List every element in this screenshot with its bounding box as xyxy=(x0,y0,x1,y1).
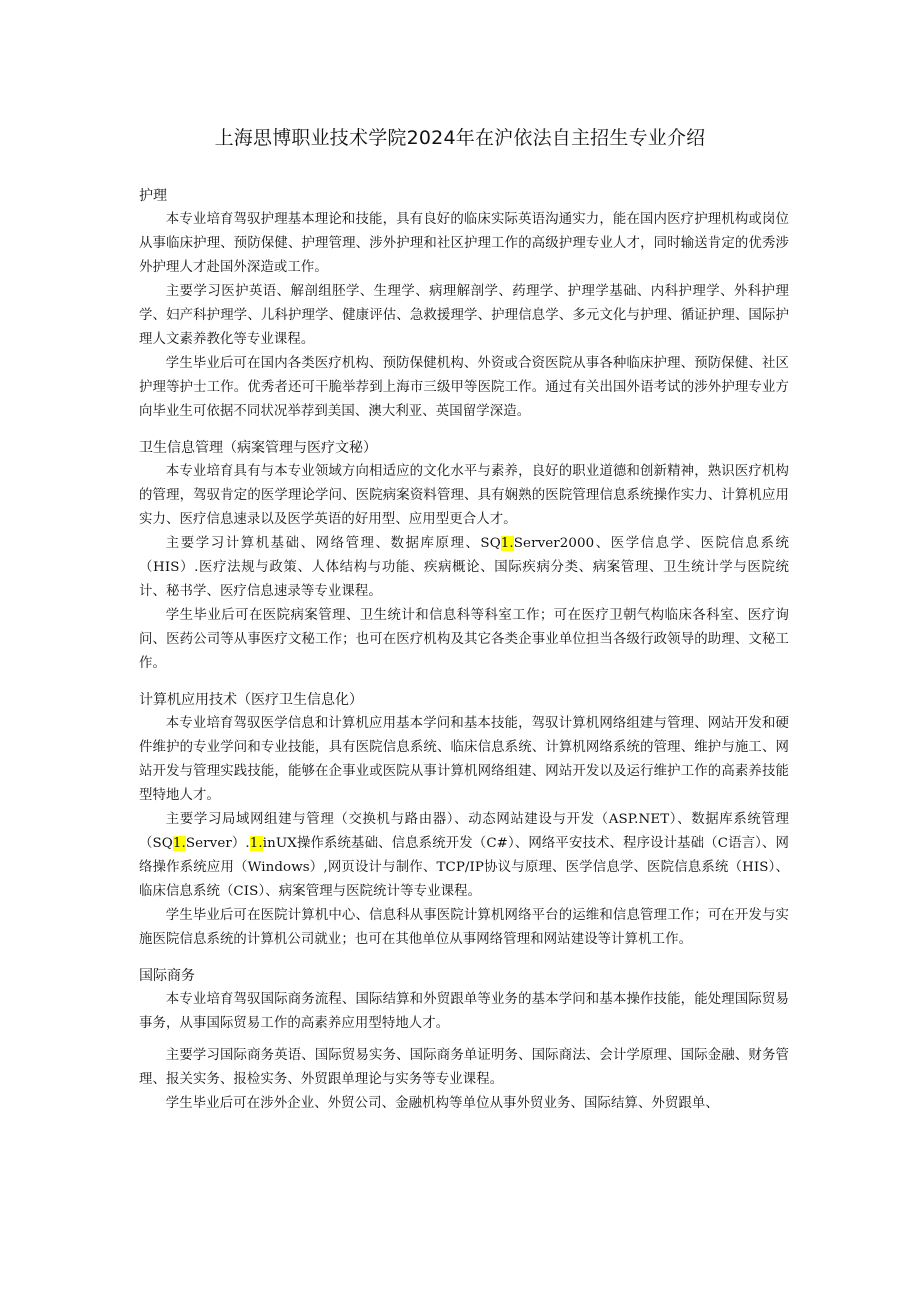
paragraph: 学生毕业后可在国内各类医疗机构、预防保健机构、外资或合资医院从事各种临床护理、预防保健、社区护理等护士工作。优秀者还可干脆举荐到上海市三级甲等医院工作。通过有关出国外语考试的涉外护理专业方向毕业生可依据不同状况举荐到美国、澳大利亚、英国留学深造。 xyxy=(139,356,789,419)
document-title: 上海思博职业技术学院2024年在沪依法自主招生专业介绍 xyxy=(214,127,706,149)
document-body xyxy=(139,184,789,1128)
section-heading: 护理 xyxy=(139,188,167,204)
section-computer-application-technology xyxy=(139,688,789,952)
section-nursing xyxy=(139,184,789,424)
paragraph-with-highlight xyxy=(139,808,789,904)
paragraph-text: inUX操作系统基础、信息系统开发（C#）、网络平安技术、程序设计基础（C语言）、网络操作系统应用（Windows）,网页设计与制作、TCP/IP协议与原理、医学信息学、医院信息系统（HIS）、临床信息系统（CIS）、病案管理与医院统计等专业课程。 xyxy=(139,836,790,899)
paragraph: 主要学习国际商务英语、国际贸易实务、国际商务单证明务、国际商法、会计学原理、国际金融、财务管理、报关实务、报检实务、外贸跟单理论与实务等专业课程。 xyxy=(139,1048,789,1087)
paragraph-text: 主要学习计算机基础、网络管理、数据库原理、SQ xyxy=(165,536,501,551)
paragraph: 学生毕业后可在医院病案管理、卫生统计和信息科等科室工作；可在医疗卫朝气构临床各科室、医疗询问、医药公司等从事医疗文秘工作；也可在医疗机构及其它各类企事业单位担当各级行政领导的助理、文秘工作。 xyxy=(139,608,789,671)
paragraph-with-highlight xyxy=(139,532,789,604)
highlighted-text: 1. xyxy=(249,836,263,851)
paragraph: 本专业培育具有与本专业领域方向相适应的文化水平与素养，良好的职业道德和创新精神，熟识医疗机构的管理，驾驭肯定的医学理论学问、医院病案资料管理、具有娴熟的医院管理信息系统操作实力、计算机应用实力、医疗信息速录以及医学英语的好用型、应用型更合人才。 xyxy=(139,464,789,527)
section-heading: 国际商务 xyxy=(139,968,195,984)
paragraph: 学生毕业后可在医院计算机中心、信息科从事医院计算机网络平台的运维和信息管理工作；可在开发与实施医院信息系统的计算机公司就业；也可在其他单位从事网络管理和网站建设等计算机工作。 xyxy=(139,908,789,947)
paragraph-text: 主要学习局域网组建与管理（交换机与路由器）、动态网站建设与开发（ASP.NET）、数据库系统管理（SQ xyxy=(139,812,789,851)
paragraph: 本专业培育驾驭护理基本理论和技能，具有良好的临床实际英语沟通实力，能在国内医疗护理机构或岗位从事临床护理、预防保健、护理管理、涉外护理和社区护理工作的高级护理专业人才，同时输送肯定的优秀涉外护理人才赴国外深造或工作。 xyxy=(139,212,789,275)
paragraph: 本专业培育驾驭国际商务流程、国际结算和外贸跟单等业务的基本学问和基本操作技能，能处理国际贸易事务，从事国际贸易工作的高素养应用型特地人才。 xyxy=(139,992,789,1031)
paragraph-text: Server2000、医学信息学、医院信息系统（HIS）.医疗法规与政策、人体结构与功能、疾病概论、国际疾病分类、病案管理、卫生统计学与医院统计、秘书学、医疗信息速录等专业课程。 xyxy=(139,536,789,599)
section-international-business xyxy=(139,964,789,1116)
highlighted-text: 1. xyxy=(172,836,186,851)
paragraph: 学生毕业后可在涉外企业、外贸公司、金融机构等单位从事外贸业务、国际结算、外贸跟单、 xyxy=(165,1096,719,1111)
section-heading: 卫生信息管理（病案管理与医疗文秘） xyxy=(139,440,377,456)
highlighted-text: 1. xyxy=(500,536,514,551)
paragraph: 主要学习医护英语、解剖组胚学、生理学、病理解剖学、药理学、护理学基础、内科护理学、外科护理学、妇产科护理学、儿科护理学、健康评估、急救援理学、护理信息学、多元文化与护理、循证护理、国际护理人文素养教化等专业课程。 xyxy=(139,284,789,347)
section-heading: 计算机应用技术（医疗卫生信息化） xyxy=(139,692,363,708)
section-health-information-management xyxy=(139,436,789,676)
paragraph: 本专业培育驾驭医学信息和计算机应用基本学问和基本技能，驾驭计算机网络组建与管理、网站开发和硬件维护的专业学问和专业技能，具有医院信息系统、临床信息系统、计算机网络系统的管理、维护与施工、网站开发与管理实践技能，能够在企事业或医院从事计算机网络组建、网站开发以及运行维护工作的高素养技能型特地人才。 xyxy=(139,716,789,803)
paragraph-text: Server）. xyxy=(185,836,250,851)
